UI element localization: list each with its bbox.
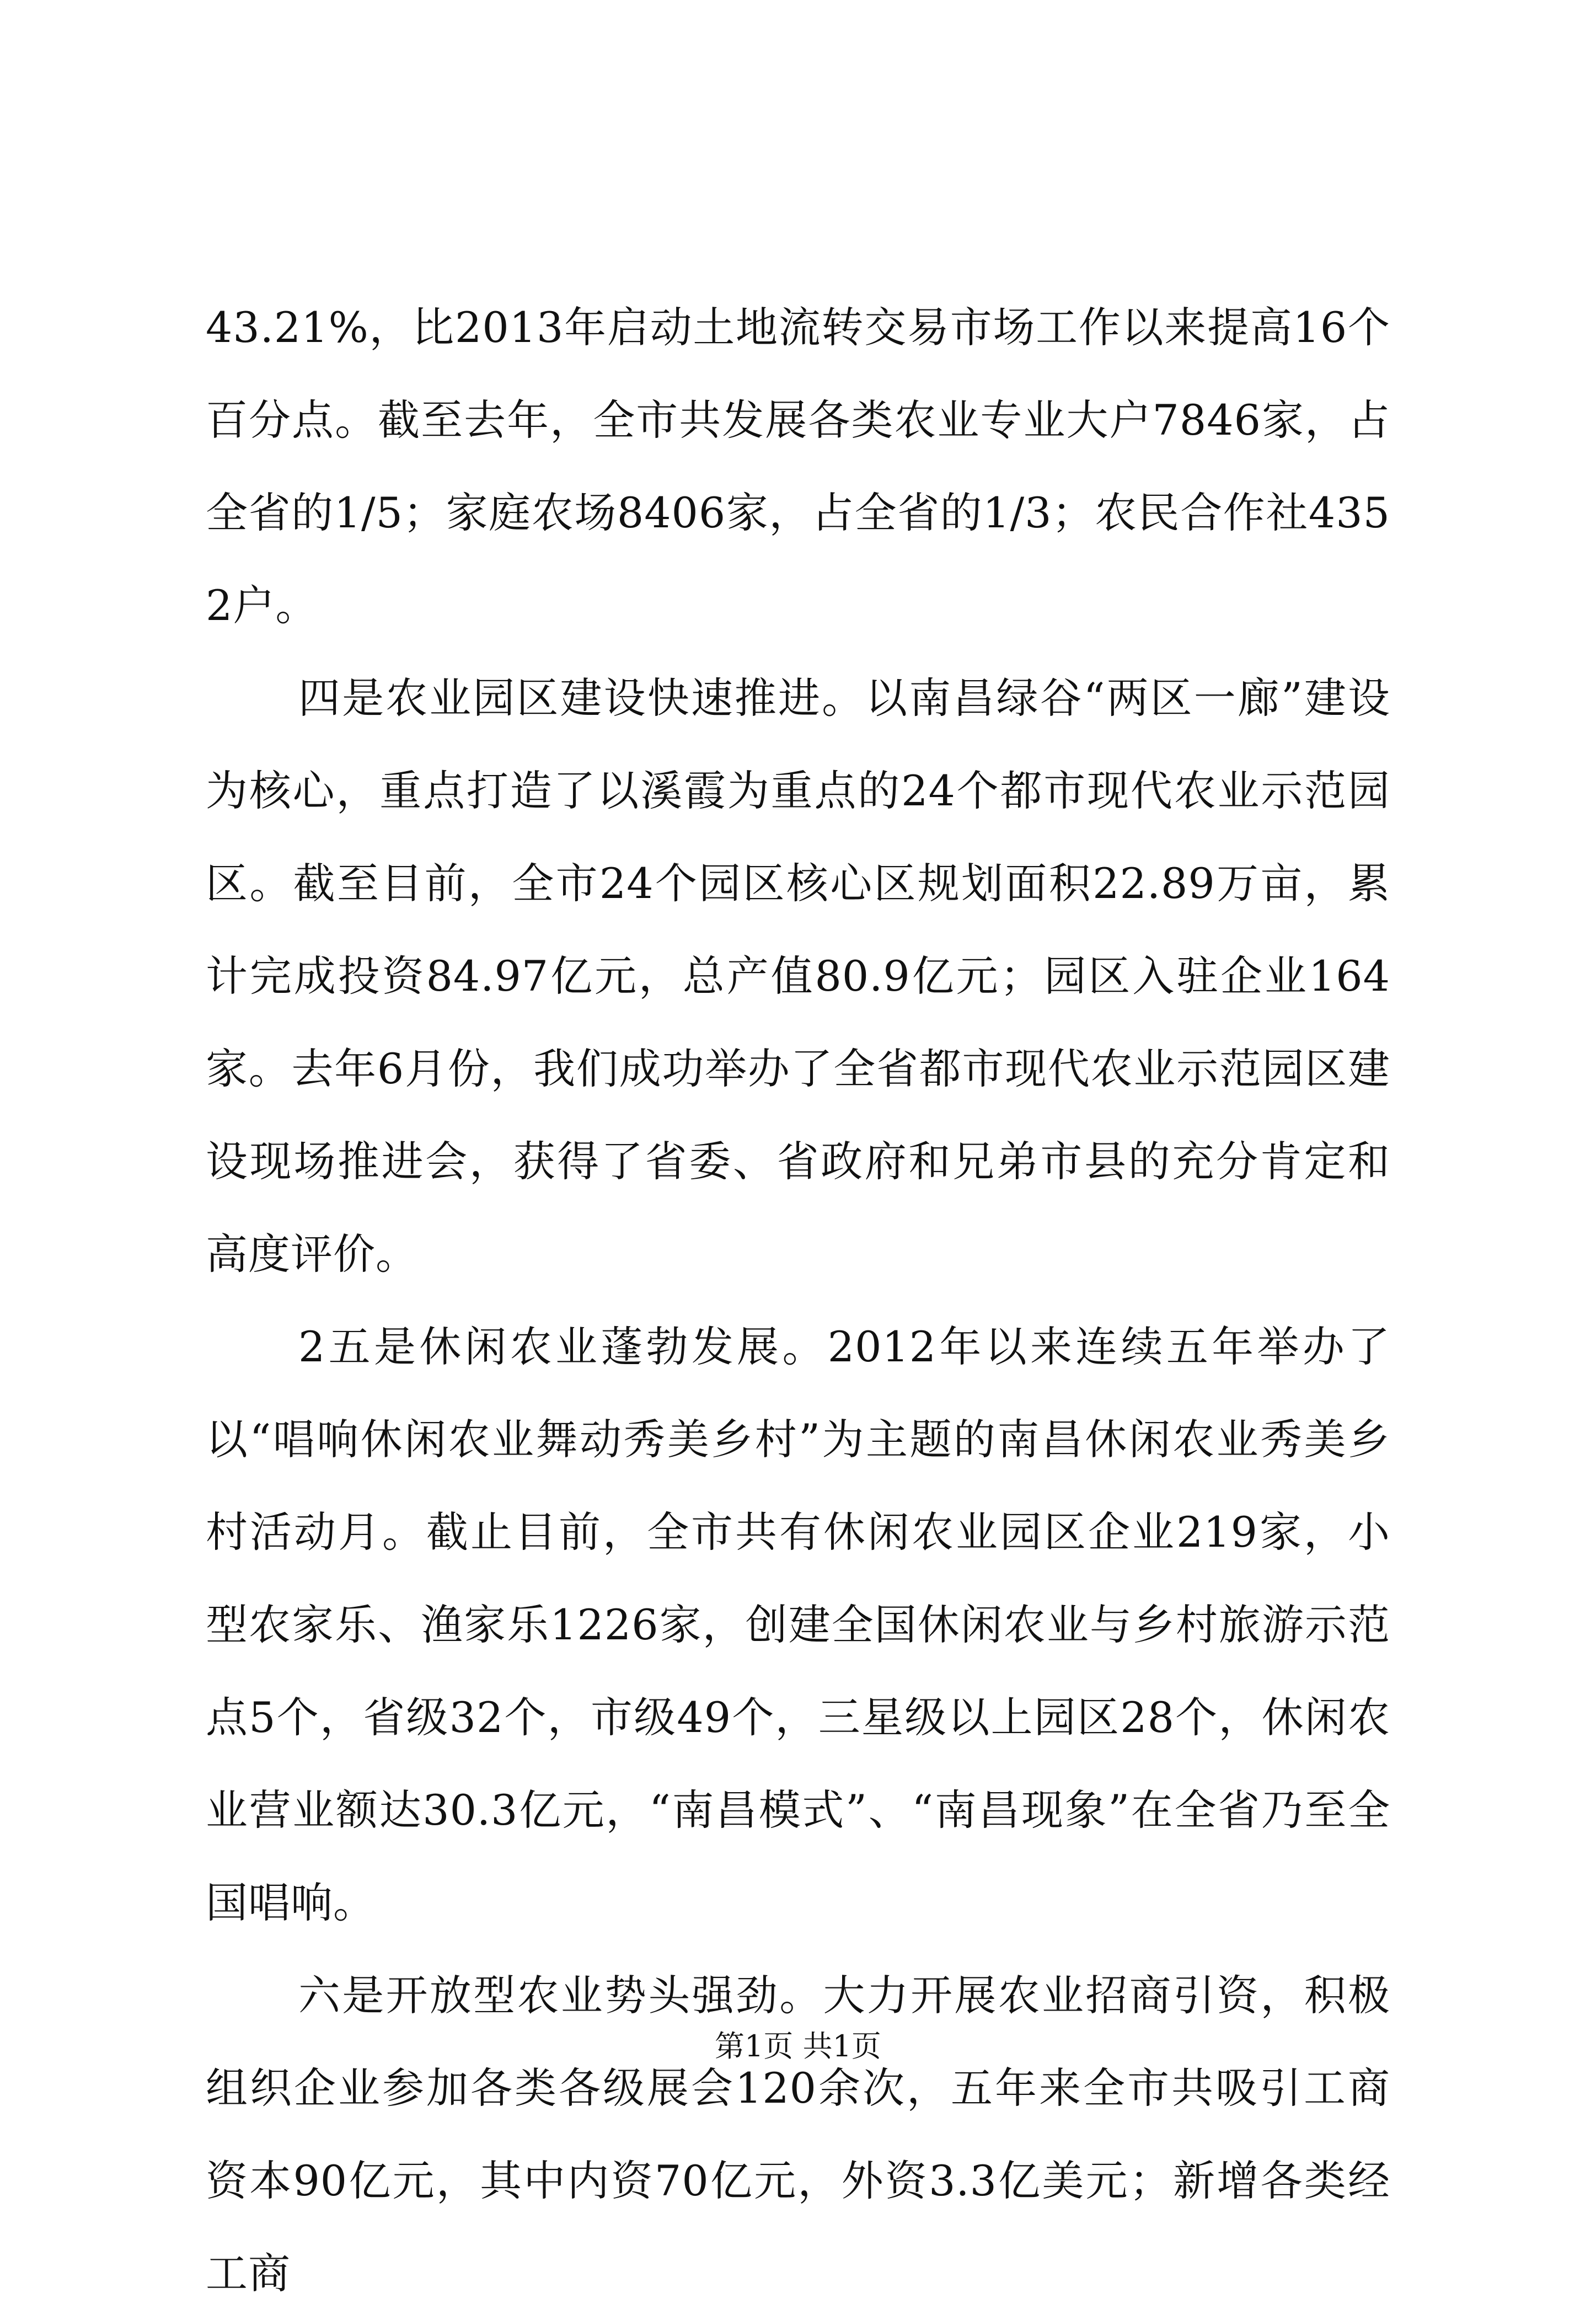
document-body xyxy=(206,281,1390,2320)
paragraph-leisure-agriculture: 2五是休闲农业蓬勃发展。2012年以来连续五年举办了以“唱响休闲农业舞动秀美乡村”为主题的南昌休闲农业秀美乡村活动月。截止目前，全市共有休闲农业园区企业219家，小型农家乐、渔家乐1226家，创建全国休闲农业与乡村旅游示范点5个，省级32个，市级49个，三星级以上园区28个，休闲农业营业额达30.3亿元，“南昌模式”、“南昌现象”在全省乃至全国唱响。 xyxy=(206,1322,1390,1927)
paragraph-agricultural-parks: 四是农业园区建设快速推进。以南昌绿谷“两区一廊”建设为核心，重点打造了以溪霞为重点的24个都市现代农业示范园区。截至目前，全市24个园区核心区规划面积22.89万亩，累计完成投资84.97亿元，总产值80.9亿元；园区入驻企业164家。去年6月份，我们成功举办了全省都市现代农业示范园区建设现场推进会，获得了省委、省政府和兄弟市县的充分肯定和高度评价。 xyxy=(206,673,1390,1279)
paragraph-land-transfer: 43.21%，比2013年启动土地流转交易市场工作以来提高16个百分点。截至去年，全市共发展各类农业专业大户7846家，占全省的1/5；家庭农场8406家，占全省的1/3；农民合作社4352户。 xyxy=(206,303,1390,630)
paragraph-open-agriculture: 六是开放型农业势头强劲。大力开展农业招商引资，积极组织企业参加各类各级展会120余次，五年来全市共吸引工商资本90亿元，其中内资70亿元，外资3.3亿美元；新增各类经工商 xyxy=(206,1971,1390,2298)
page-footer: 第1页 共1页 xyxy=(715,2029,881,2064)
